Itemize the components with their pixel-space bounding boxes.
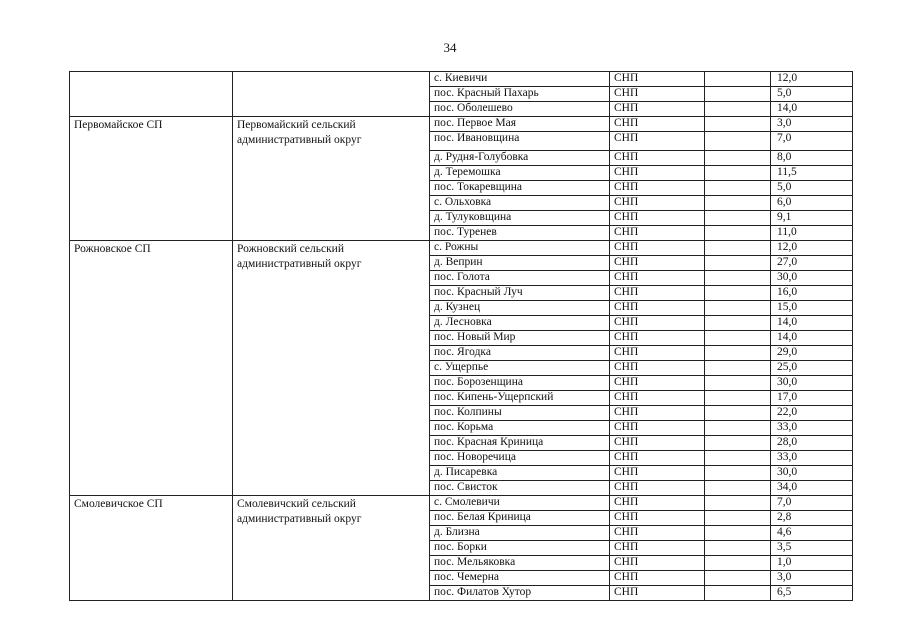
admin-district-cell <box>233 72 430 117</box>
settlement-type-cell: СНП <box>610 331 705 346</box>
settlement-type-cell: СНП <box>610 316 705 331</box>
empty-cell <box>705 72 771 87</box>
settlement-type-cell: СНП <box>610 391 705 406</box>
distance-cell: 5,0 <box>771 181 853 196</box>
settlement-name-cell: с. Киевичи <box>430 72 610 87</box>
table-body <box>70 72 853 601</box>
settlement-type-cell: СНП <box>610 301 705 316</box>
empty-cell <box>705 586 771 601</box>
distance-cell: 2,8 <box>771 511 853 526</box>
settlement-council-cell: Рожновское СП <box>70 241 233 496</box>
settlement-name-cell: пос. Токаревщина <box>430 181 610 196</box>
settlement-type-cell: СНП <box>610 586 705 601</box>
distance-cell: 3,0 <box>771 117 853 132</box>
empty-cell <box>705 466 771 481</box>
empty-cell <box>705 451 771 466</box>
settlement-name-cell: с. Смолевичи <box>430 496 610 511</box>
distance-cell: 11,5 <box>771 166 853 181</box>
empty-cell <box>705 526 771 541</box>
settlement-type-cell: СНП <box>610 481 705 496</box>
settlement-council-cell: Первомайское СП <box>70 117 233 241</box>
table-row <box>70 241 853 256</box>
settlement-council-cell: Смолевичское СП <box>70 496 233 601</box>
distance-cell: 11,0 <box>771 226 853 241</box>
empty-cell <box>705 556 771 571</box>
settlement-type-cell: СНП <box>610 406 705 421</box>
settlement-name-cell: пос. Свисток <box>430 481 610 496</box>
distance-cell: 34,0 <box>771 481 853 496</box>
distance-cell: 9,1 <box>771 211 853 226</box>
distance-cell: 1,0 <box>771 556 853 571</box>
settlement-type-cell: СНП <box>610 361 705 376</box>
empty-cell <box>705 376 771 391</box>
distance-cell: 29,0 <box>771 346 853 361</box>
settlement-type-cell: СНП <box>610 286 705 301</box>
settlement-type-cell: СНП <box>610 271 705 286</box>
distance-cell: 8,0 <box>771 151 853 166</box>
distance-cell: 25,0 <box>771 361 853 376</box>
settlement-name-cell: с. Ущерпье <box>430 361 610 376</box>
settlement-name-cell: пос. Красная Криница <box>430 436 610 451</box>
distance-cell: 4,6 <box>771 526 853 541</box>
empty-cell <box>705 256 771 271</box>
distance-cell: 22,0 <box>771 406 853 421</box>
settlement-name-cell: д. Кузнец <box>430 301 610 316</box>
distance-cell: 14,0 <box>771 102 853 117</box>
empty-cell <box>705 271 771 286</box>
distance-cell: 15,0 <box>771 301 853 316</box>
settlement-name-cell: пос. Чемерна <box>430 571 610 586</box>
empty-cell <box>705 181 771 196</box>
settlement-type-cell: СНП <box>610 87 705 102</box>
empty-cell <box>705 541 771 556</box>
settlement-type-cell: СНП <box>610 117 705 132</box>
empty-cell <box>705 496 771 511</box>
empty-cell <box>705 196 771 211</box>
settlement-name-cell: пос. Ягодка <box>430 346 610 361</box>
settlement-name-cell: пос. Колпины <box>430 406 610 421</box>
settlement-type-cell: СНП <box>610 196 705 211</box>
settlement-name-cell: д. Лесновка <box>430 316 610 331</box>
settlement-name-cell: пос. Первое Мая <box>430 117 610 132</box>
settlement-name-cell: пос. Мельяковка <box>430 556 610 571</box>
settlement-name-cell: д. Веприн <box>430 256 610 271</box>
settlement-type-cell: СНП <box>610 466 705 481</box>
table-row <box>70 117 853 132</box>
settlement-name-cell: пос. Новый Мир <box>430 331 610 346</box>
empty-cell <box>705 391 771 406</box>
distance-cell: 17,0 <box>771 391 853 406</box>
settlement-type-cell: СНП <box>610 256 705 271</box>
settlement-type-cell: СНП <box>610 72 705 87</box>
settlement-type-cell: СНП <box>610 376 705 391</box>
distance-cell: 14,0 <box>771 316 853 331</box>
settlements-table <box>69 71 853 601</box>
admin-district-cell: Первомайский сельский административный округ <box>233 117 430 241</box>
settlement-type-cell: СНП <box>610 132 705 151</box>
distance-cell: 12,0 <box>771 72 853 87</box>
empty-cell <box>705 117 771 132</box>
distance-cell: 12,0 <box>771 241 853 256</box>
settlement-type-cell: СНП <box>610 151 705 166</box>
empty-cell <box>705 241 771 256</box>
empty-cell <box>705 346 771 361</box>
empty-cell <box>705 226 771 241</box>
distance-cell: 5,0 <box>771 87 853 102</box>
distance-cell: 6,5 <box>771 586 853 601</box>
settlement-type-cell: СНП <box>610 541 705 556</box>
settlement-name-cell: пос. Новоречица <box>430 451 610 466</box>
empty-cell <box>705 151 771 166</box>
admin-district-cell: Рожновский сельский административный округ <box>233 241 430 496</box>
empty-cell <box>705 102 771 117</box>
settlement-type-cell: СНП <box>610 451 705 466</box>
settlement-name-cell: д. Близна <box>430 526 610 541</box>
settlement-name-cell: пос. Красный Луч <box>430 286 610 301</box>
settlement-type-cell: СНП <box>610 166 705 181</box>
admin-district-cell: Смолевичский сельский административный округ <box>233 496 430 601</box>
empty-cell <box>705 406 771 421</box>
empty-cell <box>705 331 771 346</box>
settlement-name-cell: пос. Красный Пахарь <box>430 87 610 102</box>
empty-cell <box>705 436 771 451</box>
settlement-type-cell: СНП <box>610 211 705 226</box>
table-row <box>70 72 853 87</box>
settlement-name-cell: пос. Кипень-Ущерпский <box>430 391 610 406</box>
settlement-type-cell: СНП <box>610 436 705 451</box>
settlement-name-cell: д. Теремошка <box>430 166 610 181</box>
settlement-name-cell: пос. Борозенщина <box>430 376 610 391</box>
settlement-name-cell: д. Тулуковщина <box>430 211 610 226</box>
settlement-name-cell: пос. Филатов Хутор <box>430 586 610 601</box>
distance-cell: 30,0 <box>771 376 853 391</box>
settlement-name-cell: пос. Белая Криница <box>430 511 610 526</box>
empty-cell <box>705 361 771 376</box>
distance-cell: 33,0 <box>771 421 853 436</box>
empty-cell <box>705 211 771 226</box>
settlement-name-cell: д. Рудня-Голубовка <box>430 151 610 166</box>
settlement-type-cell: СНП <box>610 421 705 436</box>
distance-cell: 27,0 <box>771 256 853 271</box>
distance-cell: 3,5 <box>771 541 853 556</box>
settlement-type-cell: СНП <box>610 102 705 117</box>
settlement-type-cell: СНП <box>610 556 705 571</box>
settlement-name-cell: пос. Корьма <box>430 421 610 436</box>
distance-cell: 14,0 <box>771 331 853 346</box>
empty-cell <box>705 166 771 181</box>
distance-cell: 7,0 <box>771 496 853 511</box>
empty-cell <box>705 301 771 316</box>
settlement-name-cell: с. Рожны <box>430 241 610 256</box>
settlement-name-cell: пос. Борки <box>430 541 610 556</box>
distance-cell: 6,0 <box>771 196 853 211</box>
distance-cell: 33,0 <box>771 451 853 466</box>
settlement-name-cell: пос. Ивановщина <box>430 132 610 151</box>
empty-cell <box>705 481 771 496</box>
distance-cell: 16,0 <box>771 286 853 301</box>
page-number: 34 <box>443 40 457 55</box>
settlement-type-cell: СНП <box>610 571 705 586</box>
settlement-type-cell: СНП <box>610 496 705 511</box>
settlement-type-cell: СНП <box>610 526 705 541</box>
distance-cell: 7,0 <box>771 132 853 151</box>
settlement-type-cell: СНП <box>610 181 705 196</box>
settlement-type-cell: СНП <box>610 226 705 241</box>
table-row <box>70 496 853 511</box>
empty-cell <box>705 571 771 586</box>
settlement-type-cell: СНП <box>610 511 705 526</box>
distance-cell: 3,0 <box>771 571 853 586</box>
empty-cell <box>705 286 771 301</box>
settlement-council-cell <box>70 72 233 117</box>
empty-cell <box>705 511 771 526</box>
empty-cell <box>705 316 771 331</box>
settlement-name-cell: пос. Туренев <box>430 226 610 241</box>
empty-cell <box>705 421 771 436</box>
settlement-name-cell: пос. Оболешево <box>430 102 610 117</box>
empty-cell <box>705 132 771 151</box>
settlement-name-cell: д. Писаревка <box>430 466 610 481</box>
settlement-type-cell: СНП <box>610 346 705 361</box>
empty-cell <box>705 87 771 102</box>
settlement-name-cell: пос. Голота <box>430 271 610 286</box>
settlement-type-cell: СНП <box>610 241 705 256</box>
settlement-name-cell: с. Ольховка <box>430 196 610 211</box>
distance-cell: 28,0 <box>771 436 853 451</box>
distance-cell: 30,0 <box>771 271 853 286</box>
distance-cell: 30,0 <box>771 466 853 481</box>
